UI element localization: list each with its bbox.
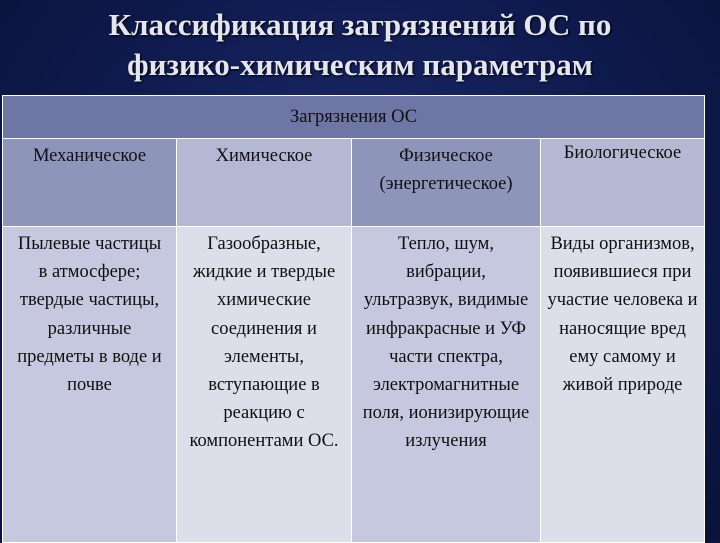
slide-title-line-2: физико-химическим параметрам — [127, 47, 593, 82]
slide-title-line-1: Классификация загрязнений ОС по — [108, 7, 612, 42]
description-physical: Тепло, шум, вибрации, ультразвук, видимые инфракрасные и УФ части спектра, электромагнитные поля, ионизирующие излучения — [352, 227, 541, 543]
table-header-row — [3, 96, 705, 139]
category-chemical: Химическое — [177, 139, 352, 227]
description-biological: Виды организмов, появившиеся при участие человека и наносящие вред ему самому и живой природе — [541, 227, 705, 543]
description-row — [3, 227, 705, 543]
description-mechanical: Пылевые частицы в атмосфере; твердые частицы, различные предметы в воде и почве — [3, 227, 177, 543]
classification-table — [2, 95, 705, 543]
table-header: Загрязнения ОС — [3, 96, 705, 139]
category-mechanical: Механическое — [3, 139, 177, 227]
category-physical: Физическое (энергетическое) — [352, 139, 541, 227]
slide-title — [0, 0, 720, 92]
category-biological: Биологическое — [541, 139, 705, 227]
category-row — [3, 139, 705, 227]
description-chemical: Газообразные, жидкие и твердые химические соединения и элементы, вступающие в реакцию с компонентами ОС. — [177, 227, 352, 543]
